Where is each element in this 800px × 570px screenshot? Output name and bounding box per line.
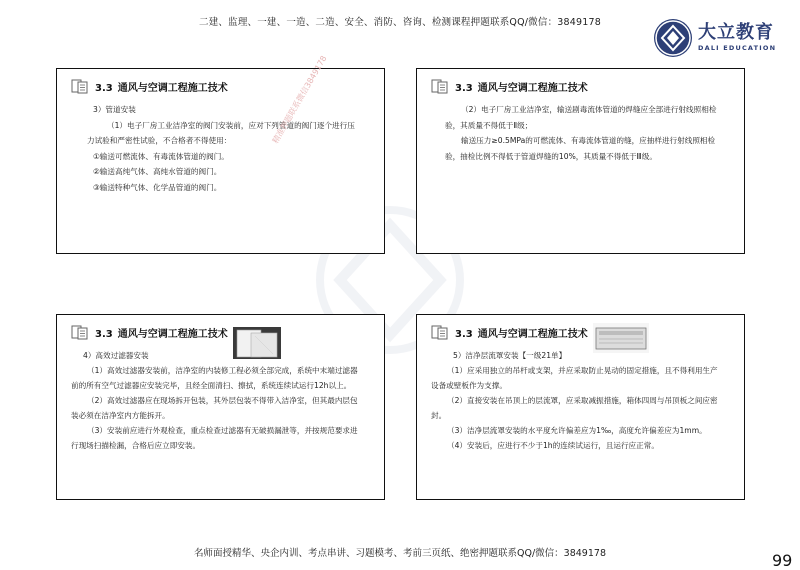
footer-banner: 名师面授精华、央企内训、考点串讲、习题模考、考前三页纸、绝密押题联系QQ/微信：3849178 (194, 548, 606, 559)
slide-paragraph: （1）应采用独立的吊杆或支架，并应采取防止晃动的固定措施，且不得利用生产设备或壁板作为支撑。 (431, 366, 718, 390)
slide-title: 3.3 通风与空调工程施工技术 (455, 83, 588, 94)
slide-title: 3.3 通风与空调工程施工技术 (95, 83, 228, 94)
slide-paragraph: （2）高效过滤器应在现场拆开包装，其外层包装不得带入洁净室，但其最内层包装必须在洁净室内方能拆开。 (71, 396, 358, 420)
document-icon (71, 79, 89, 94)
document-icon (71, 325, 89, 340)
slide-paragraph: 5）洁净层流罩安装【一级21单】 (453, 351, 567, 360)
slide-paragraph: 4）高效过滤器安装 (83, 351, 149, 360)
slide-paragraph: ③输送特种气体、化学品管道的阀门。 (93, 182, 222, 192)
slide-paragraph: （2）电子厂房工业洁净室，输送剧毒流体管道的焊缝应全部进行射线照相检验，其质量不得低于Ⅱ级； (445, 105, 717, 130)
slide-paragraph: （3）洁净层流罩安装的水平度允许偏差应为1‰，高度允许偏差应为1mm。 (447, 426, 707, 435)
slide-title: 3.3 通风与空调工程施工技术 (95, 329, 228, 340)
slide-paragraph: （1）高效过滤器安装前，洁净室的内装修工程必须全部完成，系统中末端过滤器前的所有空气过滤器应安装完毕，且经全面清扫、擦拭，系统连续试运行12h以上。 (71, 366, 358, 390)
document-icon (431, 325, 449, 340)
brand-logo-block (654, 16, 784, 60)
slide-weld-inspection (416, 68, 745, 254)
slide-paragraph: （3）安装前应进行外观检查，重点检查过滤器有无破损漏泄等，并按规范要求进行现场扫描检漏，合格后应立即安装。 (71, 426, 358, 450)
watermark-text: 精准押题联系微信3849178 (270, 54, 329, 145)
document-icon (431, 79, 449, 94)
slide-paragraph: 3）管道安装 (93, 105, 136, 114)
slide-paragraph: 输送压力≥0.5MPa的可燃流体、有毒流体管道的缝，应抽样进行射线照相检验，抽检比例不得低于管道焊缝的10%，其质量不得低于Ⅲ级。 (445, 136, 716, 161)
brand-name: 大立教育 (698, 22, 774, 44)
slide-paragraph: （1）电子厂房工业洁净室的阀门安装前，应对下列管道的阀门逐个进行压力试验和严密性试验，不合格者不得使用： (87, 120, 355, 145)
page-number: 99 (772, 551, 793, 570)
slide-laminar-hood (416, 314, 745, 500)
slide-paragraph: ①输送可燃流体、有毒流体管道的阀门。 (93, 151, 229, 161)
slide-paragraph: ②输送高纯气体、高纯水管道的阀门。 (93, 167, 222, 176)
slide-pipe-installation (56, 68, 385, 254)
slide-hepa-filter (56, 314, 385, 500)
slide-paragraph: （2）直接安装在吊顶上的层流罩，应采取减振措施，箱体四周与吊顶板之间应密封。 (431, 396, 718, 420)
slide-title: 3.3 通风与空调工程施工技术 (455, 329, 588, 340)
dali-logo-icon (654, 19, 692, 57)
header-banner: 二建、监理、一建、一造、二造、安全、消防、咨询、检测课程押题联系QQ/微信：3849178 (199, 17, 601, 28)
brand-subtitle: DALI EDUCATION (698, 44, 777, 53)
slide-paragraph: （4）安装后，应进行不少于1h的连续试运行，且运行应正常。 (447, 441, 659, 450)
